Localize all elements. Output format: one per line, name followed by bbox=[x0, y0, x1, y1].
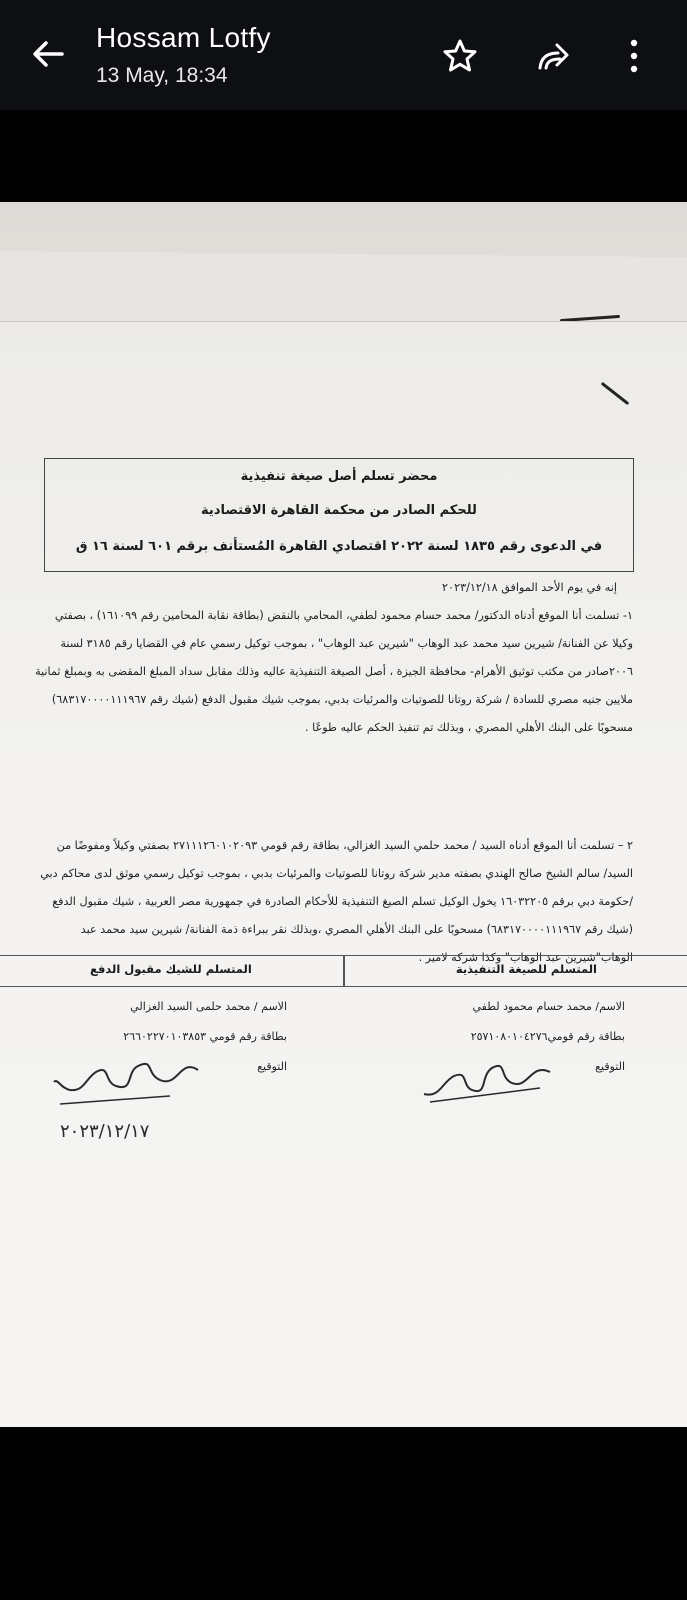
handwritten-signature bbox=[50, 1052, 200, 1112]
signature-header-bar bbox=[0, 955, 687, 987]
handwritten-signature bbox=[410, 1052, 560, 1112]
signatory-name: الاسم/ محمد حسام محمود لطفي bbox=[472, 1000, 625, 1013]
forward-icon[interactable] bbox=[536, 38, 572, 74]
paragraph-2: ٢ – تسلمت أنا الموقع أدناه السيد / محمد حلمي السيد الغزالي، بطاقة رقم قومي ٢٧١١١٢٦٠١٠٢٠٩٣ بصفتي وكيلاً ومفوضًا من السيد/ سالم الشيخ صالح الهندي بصفته مدير شركة روتانا للصوتيات والمرئيات بدبي ، بموجب توكيل رسمي موثق لدى محاكم دبي /حكومة دبي برقم ١٦٠٣٢٢٠٥ يخول الوكيل تسلم الصيغ التنفيذية للأحكام الصادرة في جمهورية مصر العربية ، شيك مقبول الدفع (شيك رقم ٦٨٣١٧٠٠٠٠١١١٩٦٧) مسحوبًا على البنك الأهلي المصري ،وبذلك نقر ببراءة ذمة الفنانة/ شيرين سيد محمد عبد الوهاب"شيرين عبد الوهاب" وكذا شركة لامير . bbox=[40, 839, 633, 964]
sender-name: Hossam Lotfy bbox=[96, 22, 271, 53]
signatory-id: بطاقة رقم قومي٢٥٧١٠٨٠١٠٤٢٧٦ bbox=[470, 1030, 625, 1043]
back-arrow-icon[interactable] bbox=[30, 36, 66, 72]
handwritten-date: ٢٠٢٣/١٢/١٧ bbox=[60, 1121, 150, 1142]
more-vert-icon[interactable] bbox=[626, 38, 642, 74]
paragraph-1: ١- تسلمت أنا الموقع أدناه الدكتور/ محمد حسام محمود لطفي، المحامي بالنقض (بطاقة نقابة المحامين رقم ١٦١٠٩٩) ، بصفتي وكيلا عن الفنانة/ شيرين سيد محمد عبد الوهاب "شيرين عبد الوهاب" ، بموجب توكيل رسمي عام في القضايا رقم ٣١٨٥ لسنة ٢٠٠٦صادر من مكتب توثيق الأهرام- محافظة الجيزة ، أصل الصيغة التنفيذية عاليه وذلك مقابل سداد المبلغ المقضى به وبمبلغ ثمانية ملايين جنيه مصري للسادة / شركة روتانا للصوتيات والمرئيات بدبي، بموجب شيك مقبول الدفع (شيك رقم ٦٨٣١٧٠٠٠٠١١١٩٦٧) مسحوبًا على البنك الأهلي المصري ، وبذلك تم تنفيذ الحكم عاليه طوعًا . bbox=[35, 609, 633, 734]
document-photo bbox=[0, 202, 687, 1427]
viewer-top-bar bbox=[0, 0, 687, 110]
signature-label: التوقيع bbox=[595, 1060, 625, 1073]
signature-label: التوقيع bbox=[257, 1060, 287, 1073]
header-subtitle: للحكم الصادر من محكمة القاهرة الاقتصادية bbox=[201, 503, 477, 518]
signatory-name: الاسم / محمد حلمى السيد الغزالي bbox=[130, 1000, 287, 1013]
header-title: محضر تسلم أصل صيغة تنفيذية bbox=[240, 469, 438, 484]
signature-left-title: المتسلم للشيك مقبول الدفع bbox=[90, 962, 252, 976]
signatory-id: بطاقة رقم قومي ٢٦٦٠٢٢٧٠١٠٣٨٥٣ bbox=[123, 1030, 287, 1043]
document-header-box bbox=[44, 458, 634, 572]
date-line: إنه في يوم الأحد الموافق ٢٠٢٣/١٢/١٨ bbox=[442, 581, 617, 594]
signature-right-title: المتسلم للصيغة التنفيذية bbox=[455, 962, 597, 976]
message-timestamp: 13 May, 18:34 bbox=[96, 64, 228, 87]
star-icon[interactable] bbox=[442, 38, 478, 74]
header-case-number: في الدعوى رقم ١٨٣٥ لسنة ٢٠٢٢ اقتصادي القاهرة المُستأنف برقم ٦٠١ لسنة ١٦ ق bbox=[75, 539, 603, 554]
divider bbox=[343, 956, 345, 986]
